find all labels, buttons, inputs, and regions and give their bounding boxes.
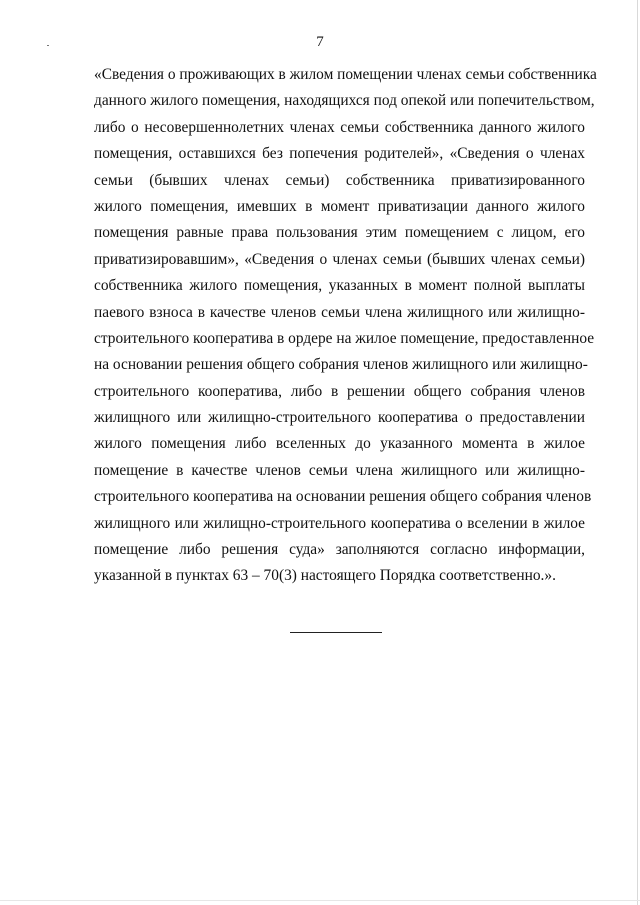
text-line: помещения, оставшихся без попечения родителей», «Сведения о членах: [94, 145, 585, 163]
text-line: данного жилого помещения, находящихся под опекой или попечительством,: [94, 92, 595, 110]
text-line: помещение в качестве членов семьи члена жилищного или жилищно-: [94, 461, 585, 479]
text-line: паевого взноса в качестве членов семьи члена жилищного или жилищно-: [94, 303, 585, 321]
text-line-last: указанной в пунктах 63 – 70(3) настоящего Порядка соответственно.».: [94, 567, 556, 585]
text-line: «Сведения о проживающих в жилом помещении членах семьи собственника: [94, 66, 597, 83]
text-line: жилого помещения либо вселенных до указанного момента в жилое: [94, 435, 585, 453]
body-paragraph: [94, 62, 597, 590]
scan-edge-right: [637, 0, 638, 905]
text-line: на основании решения общего собрания членов жилищного или жилищно-: [94, 356, 588, 374]
text-line: приватизировавшим», «Сведения о членах семьи (бывших членах семьи): [94, 250, 585, 268]
text-line: жилого помещения, имевших в момент приватизации данного жилого: [94, 197, 585, 215]
text-line: помещение либо решения суда» заполняются согласно информации,: [94, 541, 585, 559]
scan-edge-bottom: [0, 900, 640, 901]
text-line: жилищного или жилищно-строительного кооператива о предоставлении: [94, 409, 585, 427]
closing-rule: [290, 632, 382, 633]
text-line: строительного кооператива в ордере на жилое помещение, предоставленное: [94, 329, 595, 347]
text-line: строительного кооператива, либо в решении общего собрания членов: [94, 382, 585, 400]
text-line: строительного кооператива на основании решения общего собрания членов: [94, 488, 592, 506]
text-line: помещения равные права пользования этим помещением с лицом, его: [94, 224, 585, 242]
text-line: жилищного или жилищно-строительного кооператива о вселении в жилое: [94, 514, 585, 532]
text-line: семьи (бывших членах семьи) собственника приватизированного: [94, 171, 585, 189]
text-line: либо о несовершеннолетних членах семьи собственника данного жилого: [94, 118, 585, 136]
text-line: собственника жилого помещения, указанных в момент полной выплаты: [94, 277, 585, 295]
page-number: 7: [316, 34, 324, 50]
